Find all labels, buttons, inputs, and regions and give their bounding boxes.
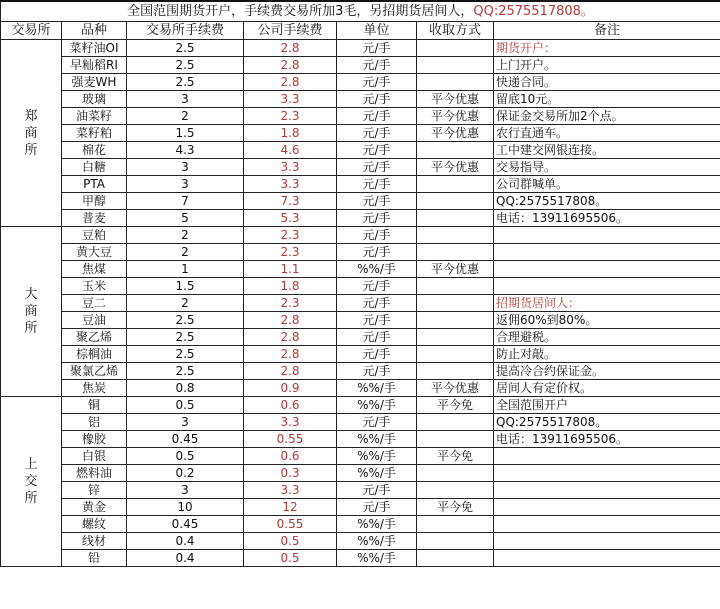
exchange-fee-cell: 0.5: [127, 397, 244, 414]
exchange-cell: [1, 40, 62, 227]
exchange-name-char: 郑: [24, 108, 38, 124]
exchange-fee-cell: 0.2: [127, 465, 244, 482]
method-cell: 平今优惠: [417, 108, 494, 125]
company-fee-cell: 3.3: [244, 176, 337, 193]
method-cell: [417, 57, 494, 74]
table-row: [1, 516, 720, 533]
product-cell: 橡胶: [62, 431, 127, 448]
company-fee-cell: 2.8: [244, 40, 337, 57]
unit-cell: %%/手: [337, 550, 417, 567]
table-row: [1, 91, 720, 108]
exchange-fee-cell: 0.4: [127, 550, 244, 567]
table-row: [1, 550, 720, 567]
table-row: [1, 448, 720, 465]
company-fee-cell: 7.3: [244, 193, 337, 210]
table-row: [1, 261, 720, 278]
table-row: [1, 499, 720, 516]
method-cell: [417, 516, 494, 533]
note-cell: [494, 482, 720, 499]
note-cell: 期货开户：: [494, 40, 720, 57]
exchange-fee-cell: 2: [127, 227, 244, 244]
table-row: [1, 193, 720, 210]
method-cell: [417, 465, 494, 482]
product-cell: 玻璃: [62, 91, 127, 108]
product-cell: 白糖: [62, 159, 127, 176]
exchange-name-char: 大: [24, 287, 38, 302]
method-cell: [417, 210, 494, 227]
product-cell: 油菜籽: [62, 108, 127, 125]
note-cell: [494, 465, 720, 482]
title-text: 全国范围期货开户，手续费交易所加3毛，另招期货居间人，: [127, 4, 474, 19]
exchange-fee-cell: 3: [127, 91, 244, 108]
table-row: [1, 74, 720, 91]
note-cell: 保证金交易所加2个点。: [494, 108, 720, 125]
exchange-fee-cell: 2.5: [127, 40, 244, 57]
note-cell: 公司群喊单。: [494, 176, 720, 193]
header-notes: 备注: [494, 22, 720, 40]
table-row: [1, 108, 720, 125]
unit-cell: %%/手: [337, 431, 417, 448]
exchange-fee-cell: 10: [127, 499, 244, 516]
exchange-fee-cell: 1: [127, 261, 244, 278]
unit-cell: 元/手: [337, 40, 417, 57]
method-cell: [417, 346, 494, 363]
company-fee-cell: 0.9: [244, 380, 337, 397]
header-product: 品种: [62, 22, 127, 40]
exchange-fee-cell: 0.45: [127, 431, 244, 448]
table-row: [1, 363, 720, 380]
company-fee-cell: 2.8: [244, 312, 337, 329]
table-row: [1, 431, 720, 448]
product-cell: 铝: [62, 414, 127, 431]
note-cell: 农行直通车。: [494, 125, 720, 142]
unit-cell: %%/手: [337, 397, 417, 414]
product-cell: 铅: [62, 550, 127, 567]
company-fee-cell: 2.8: [244, 74, 337, 91]
note-cell: 防止对敲。: [494, 346, 720, 363]
method-cell: [417, 312, 494, 329]
exchange-fee-cell: 0.45: [127, 516, 244, 533]
note-cell: [494, 499, 720, 516]
company-fee-cell: 0.6: [244, 448, 337, 465]
title-row: [1, 1, 720, 22]
product-cell: 螺纹: [62, 516, 127, 533]
exchange-name-char: 商: [24, 304, 38, 319]
product-cell: 早籼稻RI: [62, 57, 127, 74]
note-cell: 工中建交网银连接。: [494, 142, 720, 159]
exchange-fee-cell: 2.5: [127, 312, 244, 329]
header-method: 收取方式: [417, 22, 494, 40]
product-cell: 豆二: [62, 295, 127, 312]
exchange-fee-cell: 3: [127, 482, 244, 499]
unit-cell: 元/手: [337, 244, 417, 261]
header-exchange-fee: 交易所手续费: [127, 22, 244, 40]
unit-cell: %%/手: [337, 516, 417, 533]
unit-cell: %%/手: [337, 533, 417, 550]
product-cell: 白银: [62, 448, 127, 465]
product-cell: 棕榈油: [62, 346, 127, 363]
note-cell: 合理避税。: [494, 329, 720, 346]
exchange-fee-cell: 2.5: [127, 363, 244, 380]
method-cell: [417, 482, 494, 499]
exchange-cell: [1, 397, 62, 567]
method-cell: 平今优惠: [417, 380, 494, 397]
product-cell: 玉米: [62, 278, 127, 295]
exchange-fee-cell: 2: [127, 295, 244, 312]
product-cell: 黄金: [62, 499, 127, 516]
company-fee-cell: 1.1: [244, 261, 337, 278]
table-row: [1, 142, 720, 159]
table-row: [1, 397, 720, 414]
method-cell: 平今优惠: [417, 159, 494, 176]
table-row: [1, 465, 720, 482]
exchange-name-char: 商: [24, 125, 38, 141]
table-row: [1, 414, 720, 431]
table-row: [1, 312, 720, 329]
table-row: [1, 176, 720, 193]
method-cell: [417, 40, 494, 57]
exchange-name-char: 所: [24, 491, 38, 506]
method-cell: [417, 533, 494, 550]
table-row: [1, 380, 720, 397]
table-row: [1, 533, 720, 550]
unit-cell: %%/手: [337, 448, 417, 465]
product-cell: 强麦WH: [62, 74, 127, 91]
company-fee-cell: 0.3: [244, 465, 337, 482]
product-cell: 焦煤: [62, 261, 127, 278]
company-fee-cell: 2.8: [244, 346, 337, 363]
note-cell: 留底10元。: [494, 91, 720, 108]
unit-cell: 元/手: [337, 312, 417, 329]
table-row: [1, 329, 720, 346]
header-row: [1, 22, 720, 40]
table-row: [1, 244, 720, 261]
company-fee-cell: 2.3: [244, 244, 337, 261]
table-row: [1, 159, 720, 176]
company-fee-cell: 0.55: [244, 431, 337, 448]
product-cell: 甲醇: [62, 193, 127, 210]
unit-cell: %%/手: [337, 380, 417, 397]
method-cell: [417, 550, 494, 567]
unit-cell: 元/手: [337, 210, 417, 227]
method-cell: [417, 142, 494, 159]
note-cell: [494, 516, 720, 533]
unit-cell: 元/手: [337, 176, 417, 193]
exchange-name-char: 所: [24, 321, 38, 336]
method-cell: 平今优惠: [417, 125, 494, 142]
table-row: [1, 227, 720, 244]
unit-cell: 元/手: [337, 414, 417, 431]
unit-cell: 元/手: [337, 108, 417, 125]
company-fee-cell: 12: [244, 499, 337, 516]
note-cell: [494, 533, 720, 550]
table-row: [1, 210, 720, 227]
note-cell: QQ:2575517808。: [494, 193, 720, 210]
product-cell: PTA: [62, 176, 127, 193]
company-fee-cell: 0.55: [244, 516, 337, 533]
company-fee-cell: 3.3: [244, 414, 337, 431]
unit-cell: 元/手: [337, 57, 417, 74]
method-cell: [417, 278, 494, 295]
exchange-fee-cell: 2.5: [127, 57, 244, 74]
unit-cell: 元/手: [337, 278, 417, 295]
note-cell: 快递合同。: [494, 74, 720, 91]
method-cell: 平今优惠: [417, 261, 494, 278]
table-row: [1, 346, 720, 363]
product-cell: 豆油: [62, 312, 127, 329]
exchange-fee-cell: 2.5: [127, 329, 244, 346]
note-cell: 上门开户。: [494, 57, 720, 74]
method-cell: [417, 193, 494, 210]
method-cell: [417, 329, 494, 346]
exchange-name-char: 所: [24, 142, 38, 158]
exchange-name-char: 上: [24, 457, 38, 472]
method-cell: [417, 74, 494, 91]
product-cell: 豆粕: [62, 227, 127, 244]
company-fee-cell: 3.3: [244, 159, 337, 176]
exchange-fee-cell: 0.5: [127, 448, 244, 465]
method-cell: [417, 414, 494, 431]
company-fee-cell: 1.8: [244, 278, 337, 295]
method-cell: 平今免: [417, 448, 494, 465]
unit-cell: 元/手: [337, 74, 417, 91]
company-fee-cell: 2.3: [244, 295, 337, 312]
note-cell: 返佣60%到80%。: [494, 312, 720, 329]
note-cell: 交易指导。: [494, 159, 720, 176]
method-cell: 平今优惠: [417, 91, 494, 108]
product-cell: 棉花: [62, 142, 127, 159]
table-row: [1, 57, 720, 74]
note-cell: 居间人有定价权。: [494, 380, 720, 397]
note-cell: 全国范围开户: [494, 397, 720, 414]
exchange-fee-cell: 3: [127, 414, 244, 431]
unit-cell: %%/手: [337, 261, 417, 278]
exchange-fee-cell: 7: [127, 193, 244, 210]
product-cell: 铜: [62, 397, 127, 414]
company-fee-cell: 0.6: [244, 397, 337, 414]
unit-cell: %%/手: [337, 465, 417, 482]
company-fee-cell: 5.3: [244, 210, 337, 227]
company-fee-cell: 2.3: [244, 108, 337, 125]
company-fee-cell: 2.3: [244, 227, 337, 244]
exchange-fee-cell: 3: [127, 159, 244, 176]
company-fee-cell: 3.3: [244, 482, 337, 499]
unit-cell: 元/手: [337, 91, 417, 108]
product-cell: 焦炭: [62, 380, 127, 397]
unit-cell: 元/手: [337, 227, 417, 244]
note-cell: QQ:2575517808。: [494, 414, 720, 431]
unit-cell: 元/手: [337, 329, 417, 346]
note-cell: [494, 227, 720, 244]
header-company-fee: 公司手续费: [244, 22, 337, 40]
table-row: [1, 40, 720, 57]
exchange-fee-cell: 0.8: [127, 380, 244, 397]
company-fee-cell: 3.3: [244, 91, 337, 108]
title-qq: QQ:2575517808。: [473, 4, 594, 19]
note-cell: [494, 261, 720, 278]
header-unit: 单位: [337, 22, 417, 40]
method-cell: [417, 176, 494, 193]
product-cell: 聚乙烯: [62, 329, 127, 346]
company-fee-cell: 2.8: [244, 57, 337, 74]
exchange-fee-cell: 1.5: [127, 125, 244, 142]
table-row: [1, 295, 720, 312]
exchange-fee-cell: 5: [127, 210, 244, 227]
note-cell: 电话：13911695506。: [494, 210, 720, 227]
note-cell: 电话：13911695506。: [494, 431, 720, 448]
unit-cell: 元/手: [337, 125, 417, 142]
company-fee-cell: 2.8: [244, 329, 337, 346]
company-fee-cell: 0.5: [244, 550, 337, 567]
method-cell: 平今免: [417, 397, 494, 414]
method-cell: [417, 431, 494, 448]
unit-cell: 元/手: [337, 193, 417, 210]
note-cell: 提高冷合约保证金。: [494, 363, 720, 380]
unit-cell: 元/手: [337, 295, 417, 312]
method-cell: [417, 295, 494, 312]
method-cell: 平今免: [417, 499, 494, 516]
note-cell: [494, 278, 720, 295]
exchange-fee-cell: 2: [127, 244, 244, 261]
exchange-fee-cell: 0.4: [127, 533, 244, 550]
product-cell: 聚氯乙烯: [62, 363, 127, 380]
exchange-fee-cell: 4.3: [127, 142, 244, 159]
product-cell: 线材: [62, 533, 127, 550]
product-cell: 普麦: [62, 210, 127, 227]
exchange-fee-cell: 1.5: [127, 278, 244, 295]
method-cell: [417, 227, 494, 244]
company-fee-cell: 0.5: [244, 533, 337, 550]
product-cell: 锌: [62, 482, 127, 499]
product-cell: 菜籽粕: [62, 125, 127, 142]
product-cell: 菜籽油OI: [62, 40, 127, 57]
exchange-fee-cell: 2: [127, 108, 244, 125]
product-cell: 燃料油: [62, 465, 127, 482]
method-cell: [417, 363, 494, 380]
exchange-cell: [1, 227, 62, 397]
exchange-fee-cell: 3: [127, 176, 244, 193]
company-fee-cell: 4.6: [244, 142, 337, 159]
note-cell: [494, 550, 720, 567]
note-cell: [494, 244, 720, 261]
unit-cell: 元/手: [337, 346, 417, 363]
exchange-fee-cell: 2.5: [127, 74, 244, 91]
note-cell: [494, 448, 720, 465]
company-fee-cell: 2.8: [244, 363, 337, 380]
company-fee-cell: 1.8: [244, 125, 337, 142]
exchange-fee-cell: 2.5: [127, 346, 244, 363]
table-row: [1, 482, 720, 499]
unit-cell: 元/手: [337, 363, 417, 380]
unit-cell: 元/手: [337, 499, 417, 516]
table-row: [1, 125, 720, 142]
header-exchange: 交易所: [1, 22, 62, 40]
unit-cell: 元/手: [337, 142, 417, 159]
unit-cell: 元/手: [337, 482, 417, 499]
unit-cell: 元/手: [337, 159, 417, 176]
note-cell: 招期货居间人：: [494, 295, 720, 312]
exchange-name-char: 交: [24, 474, 38, 489]
table-row: [1, 278, 720, 295]
product-cell: 黄大豆: [62, 244, 127, 261]
table-title: [1, 1, 720, 22]
method-cell: [417, 244, 494, 261]
